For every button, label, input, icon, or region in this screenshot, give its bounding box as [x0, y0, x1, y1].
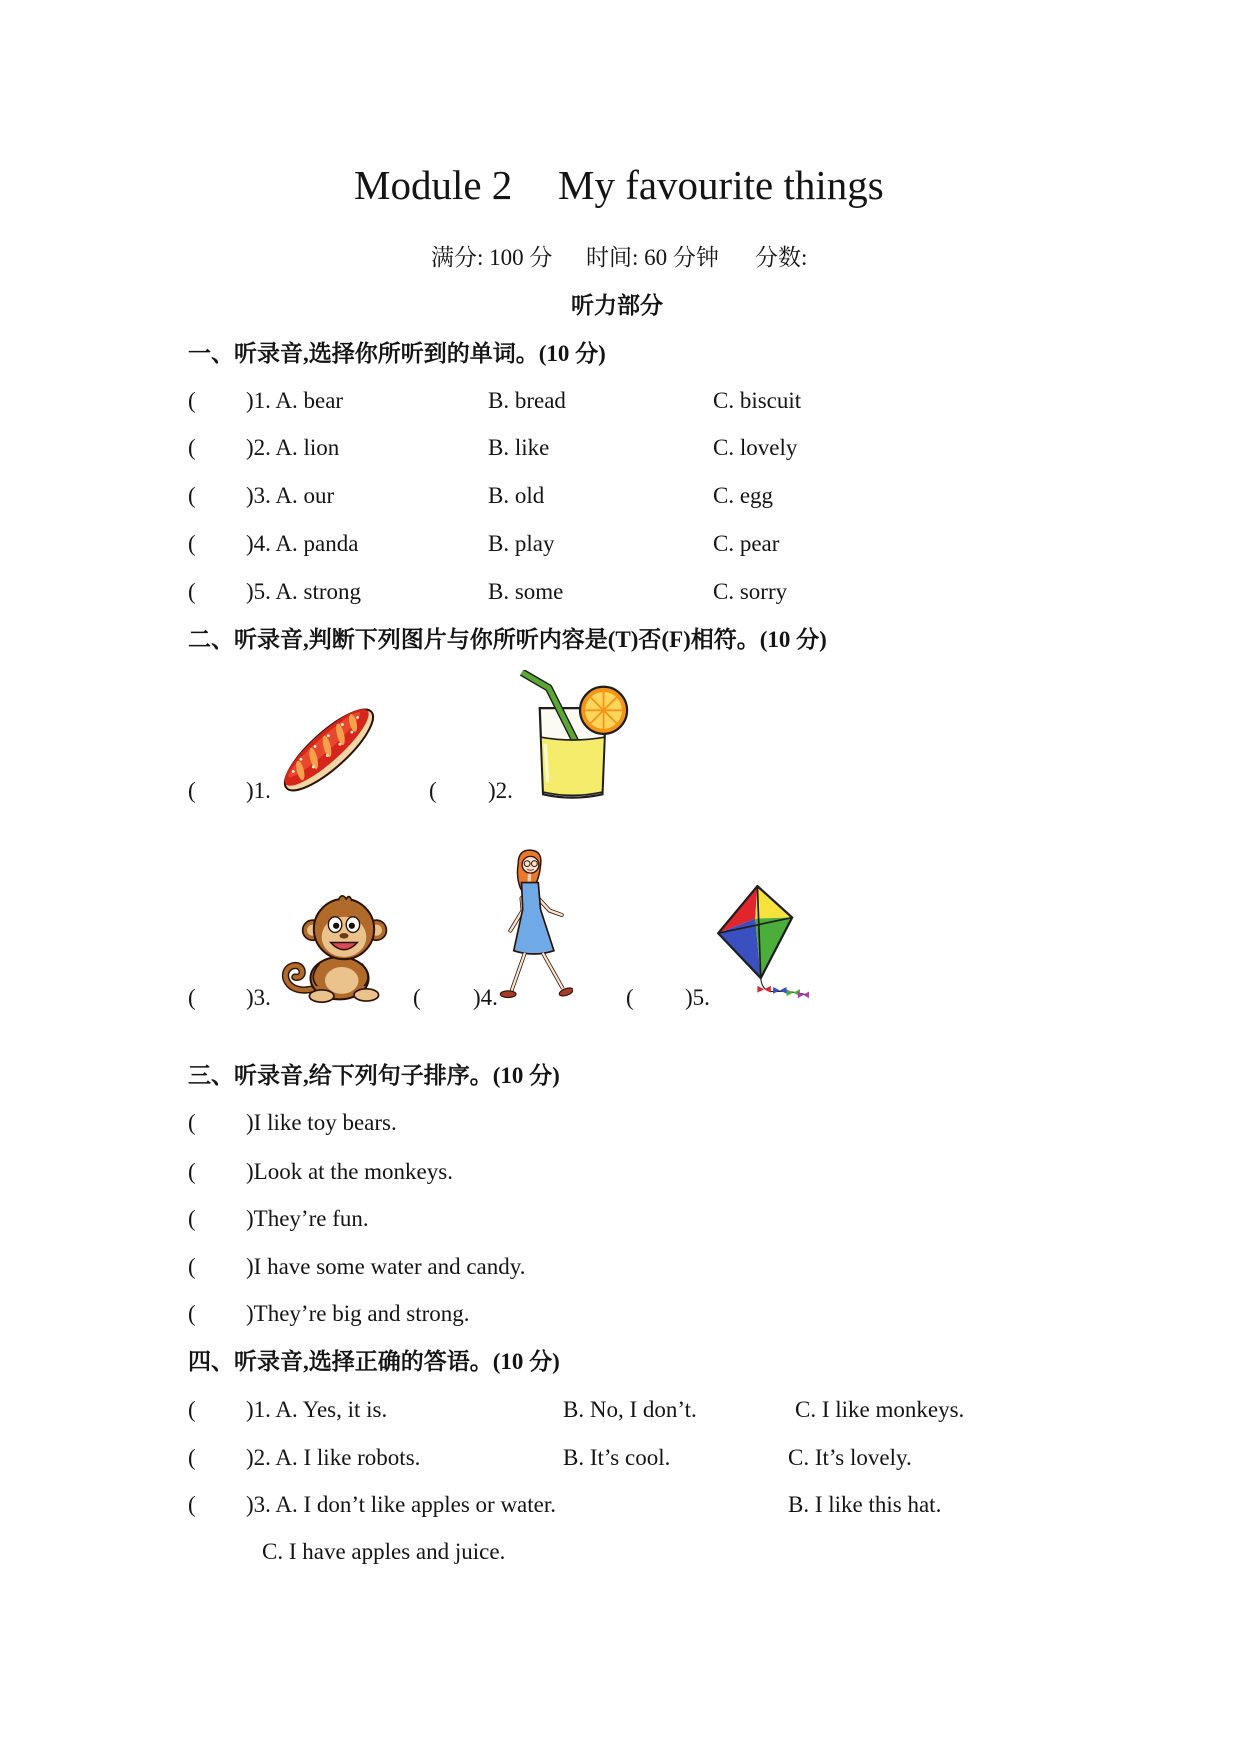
- bread-icon: [278, 700, 381, 801]
- section-2-heading: 二、听录音,判断下列图片与你所听内容是(T)否(F)相符。(10 分): [188, 627, 827, 652]
- full-score: 满分: 100 分: [431, 245, 553, 270]
- answer-blank: (: [188, 531, 196, 556]
- option-a: )1. A. Yes, it is.: [246, 1397, 388, 1422]
- option-c: C. I like monkeys.: [795, 1397, 965, 1422]
- title-module: Module 2: [354, 162, 513, 208]
- option-a: )3. A. our: [246, 483, 335, 508]
- girl-icon: [498, 848, 573, 1002]
- section-1-heading: 一、听录音,选择你所听到的单词。(10 分): [188, 341, 606, 366]
- item-number: )3.: [246, 985, 271, 1010]
- option-b: B. play: [488, 531, 555, 556]
- option-a: )2. A. lion: [246, 435, 340, 460]
- sentence: )I have some water and candy.: [246, 1254, 526, 1279]
- answer-blank: (: [188, 1397, 196, 1422]
- juice-icon: [517, 670, 633, 801]
- item-number: )5.: [685, 985, 710, 1010]
- answer-blank: (: [188, 388, 196, 413]
- option-b: B. I like this hat.: [788, 1492, 942, 1517]
- sentence: )I like toy bears.: [246, 1110, 397, 1135]
- answer-blank: (: [188, 1445, 196, 1470]
- option-a: )5. A. strong: [246, 579, 361, 604]
- option-c: C. sorry: [713, 579, 788, 604]
- item-number: )2.: [488, 778, 513, 803]
- option-b: B. It’s cool.: [563, 1445, 671, 1470]
- answer-blank: (: [188, 435, 196, 460]
- option-c: C. biscuit: [713, 388, 802, 413]
- answer-blank: (: [188, 1254, 196, 1279]
- option-b: B. like: [488, 435, 550, 460]
- option-c: C. It’s lovely.: [788, 1445, 912, 1470]
- answer-blank: (: [413, 985, 421, 1010]
- option-a: )3. A. I don’t like apples or water.: [246, 1492, 557, 1517]
- answer-blank: (: [188, 1492, 196, 1517]
- option-c: C. I have apples and juice.: [262, 1539, 506, 1564]
- part-title: 听力部分: [571, 293, 663, 318]
- section-3-heading: 三、听录音,给下列句子排序。(10 分): [188, 1063, 560, 1088]
- option-c: C. egg: [713, 483, 774, 508]
- kite-icon: [717, 885, 809, 1005]
- option-b: B. some: [488, 579, 564, 604]
- option-b: B. bread: [488, 388, 566, 413]
- answer-blank: (: [188, 1206, 196, 1231]
- answer-blank: (: [188, 1110, 196, 1135]
- option-b: B. old: [488, 483, 545, 508]
- time-limit: 时间: 60 分钟: [586, 245, 719, 270]
- answer-blank: (: [188, 985, 196, 1010]
- option-a: )1. A. bear: [246, 388, 344, 413]
- option-c: C. pear: [713, 531, 780, 556]
- item-number: )1.: [246, 778, 271, 803]
- answer-blank: (: [429, 778, 437, 803]
- option-c: C. lovely: [713, 435, 798, 460]
- option-b: B. No, I don’t.: [563, 1397, 697, 1422]
- score-field: 分数:: [755, 245, 808, 270]
- sentence: )They’re big and strong.: [246, 1301, 470, 1326]
- answer-blank: (: [188, 579, 196, 604]
- monkey-icon: [277, 890, 392, 1005]
- answer-blank: (: [188, 1301, 196, 1326]
- answer-blank: (: [188, 1159, 196, 1184]
- section-4-heading: 四、听录音,选择正确的答语。(10 分): [188, 1349, 560, 1374]
- answer-blank: (: [188, 483, 196, 508]
- answer-blank: (: [626, 985, 634, 1010]
- sentence: )They’re fun.: [246, 1206, 369, 1231]
- title-name: My favourite things: [558, 162, 884, 208]
- answer-blank: (: [188, 778, 196, 803]
- sentence: )Look at the monkeys.: [246, 1159, 453, 1184]
- option-a: )4. A. panda: [246, 531, 359, 556]
- item-number: )4.: [473, 985, 498, 1010]
- option-a: )2. A. I like robots.: [246, 1445, 421, 1470]
